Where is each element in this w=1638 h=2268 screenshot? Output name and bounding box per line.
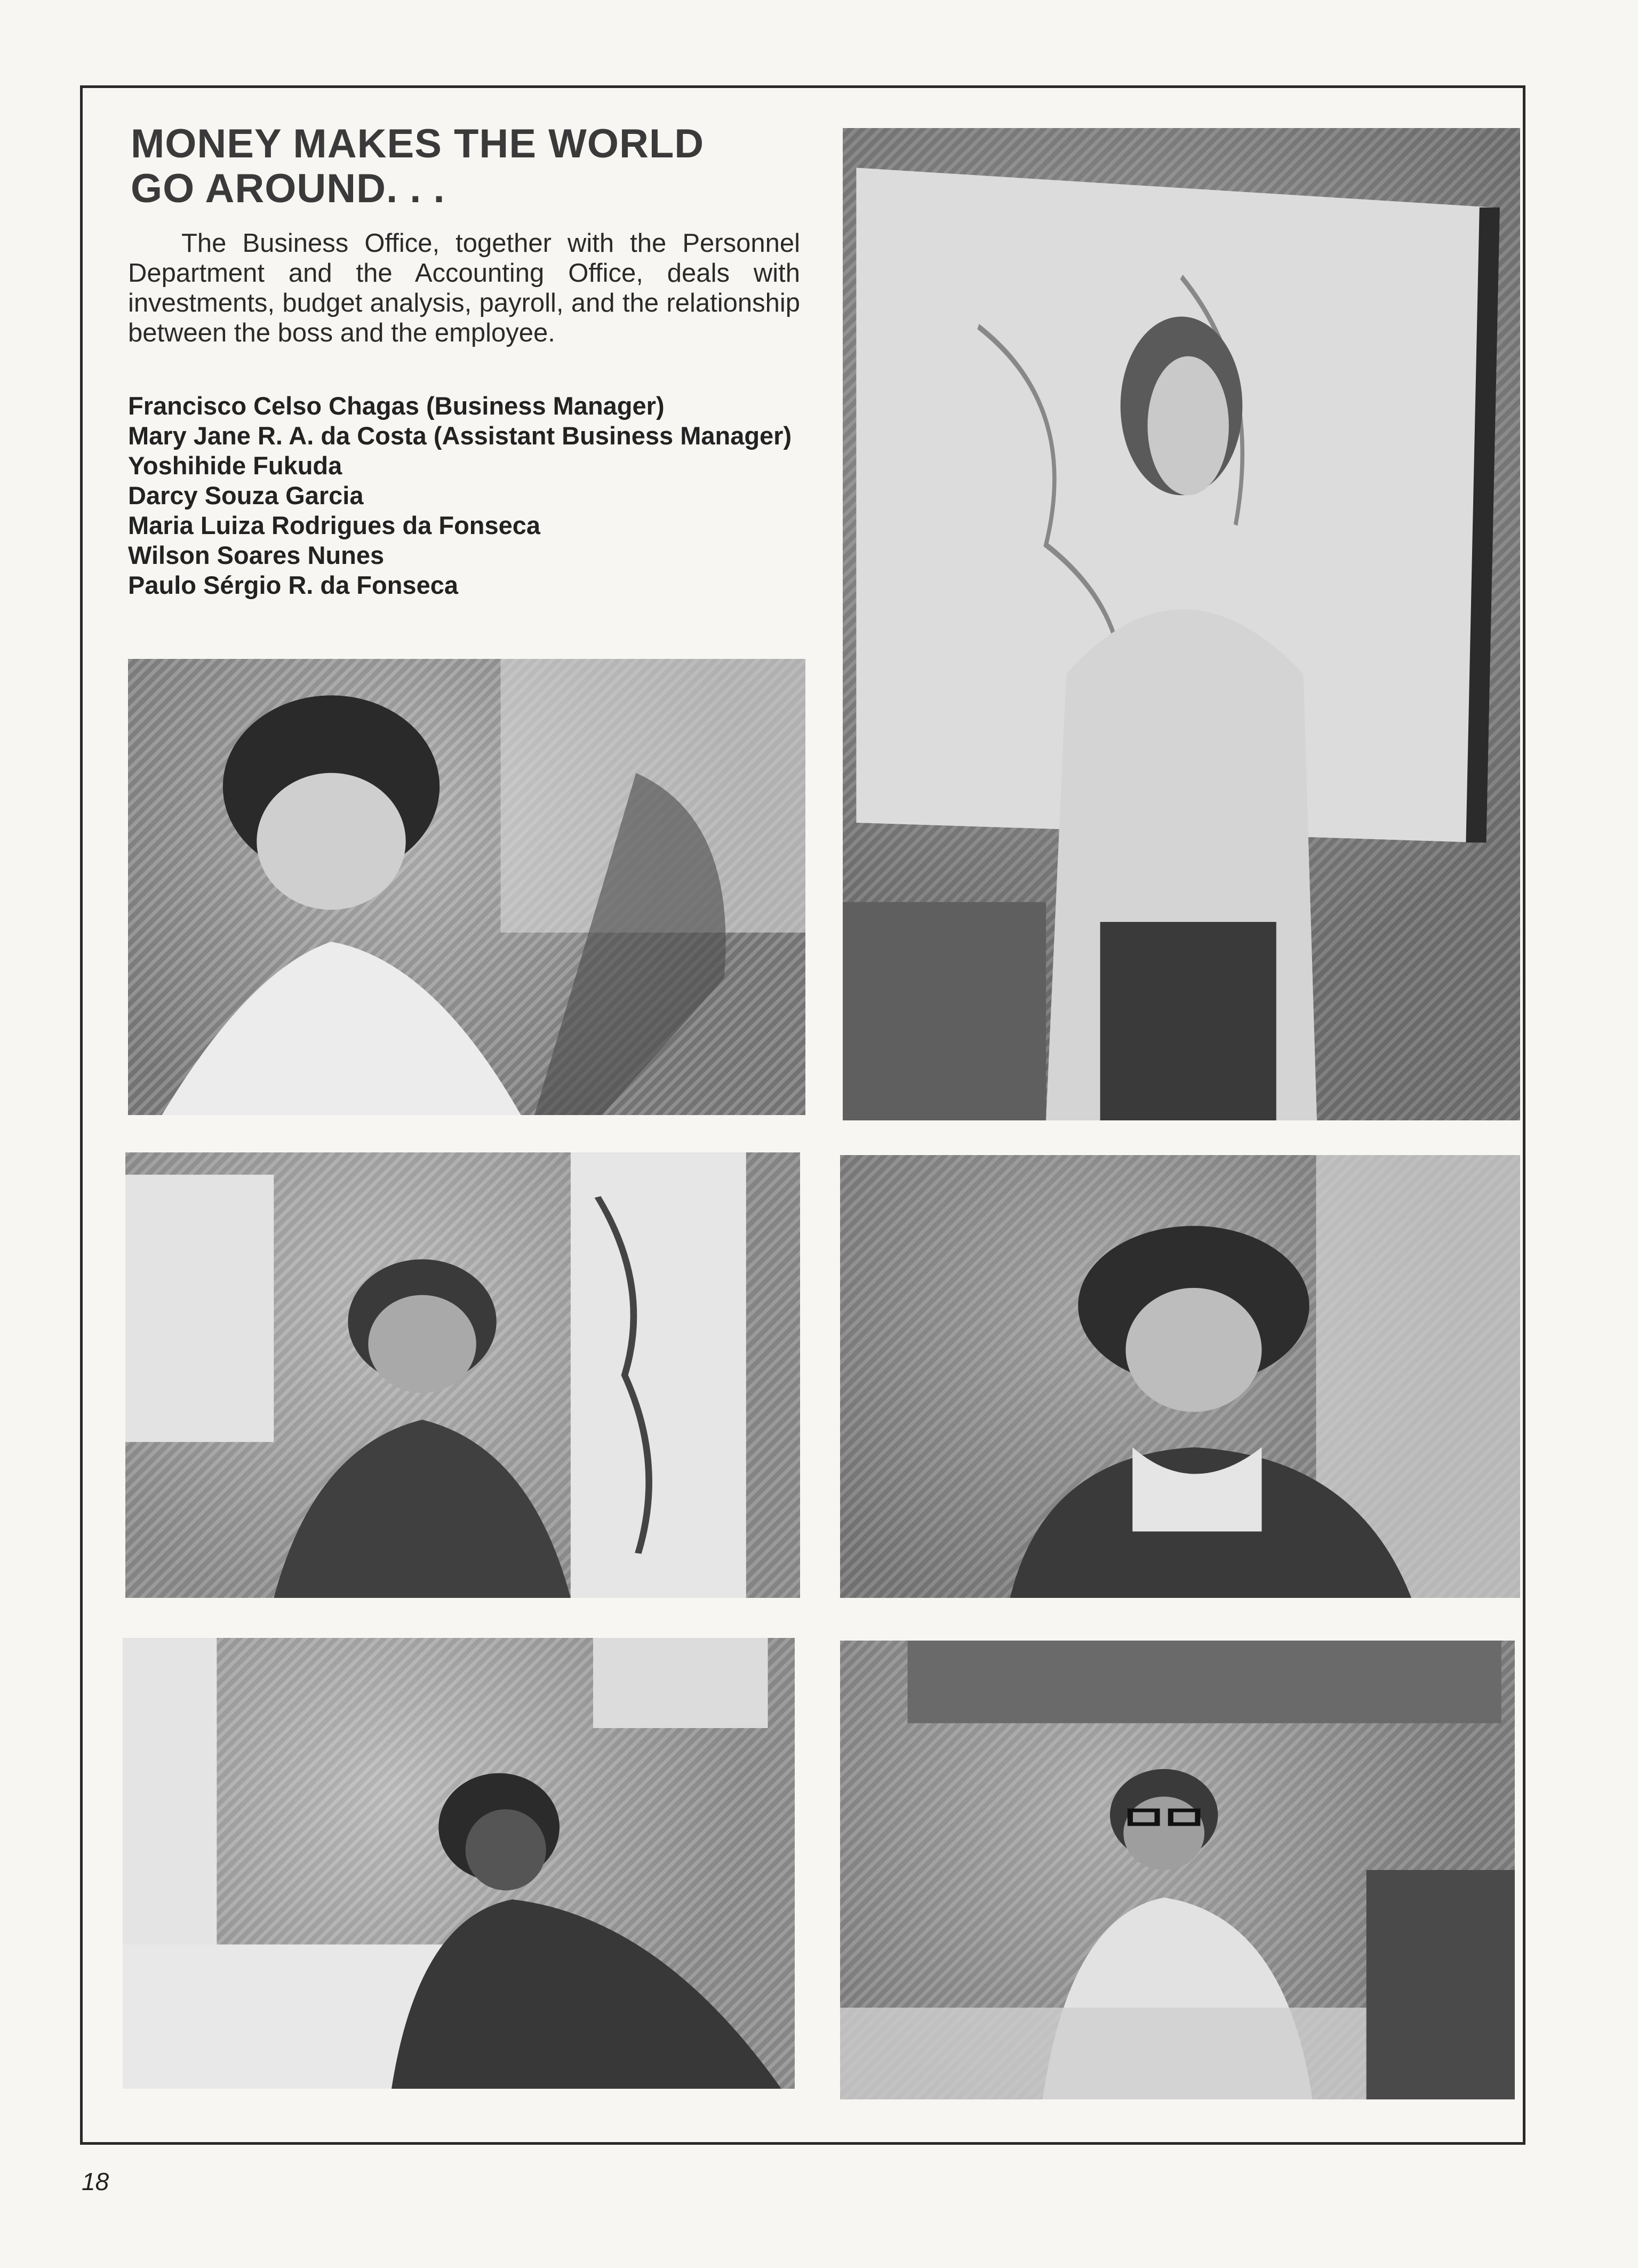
photo-woman-smiling	[128, 659, 805, 1115]
title-line-2: GO AROUND. . .	[131, 166, 445, 211]
photo-woman-curly-hair-image	[840, 1155, 1520, 1598]
page-number: 18	[82, 2168, 109, 2195]
photo-woman-curly-hair	[840, 1155, 1520, 1598]
article-body: The Business Office, together with the Personnel Department and the Accounting Office, deals with investments, budget analysis, payroll, and the relationship between the boss and the employee.	[128, 229, 800, 347]
photo-man-in-jacket-image	[125, 1152, 800, 1598]
title-line-1: MONEY MAKES THE WORLD	[131, 121, 705, 166]
photo-woman-at-map-image	[843, 128, 1520, 1120]
staff-name: Maria Luiza Rodrigues da Fonseca	[128, 511, 541, 539]
staff-name: Francisco Celso Chagas (Business Manager)	[128, 392, 665, 420]
photo-woman-at-map	[843, 128, 1520, 1120]
article-title	[131, 122, 824, 211]
staff-name: Paulo Sérgio R. da Fonseca	[128, 571, 458, 599]
photo-man-with-glasses-image	[840, 1641, 1515, 2099]
staff-name: Yoshihide Fukuda	[128, 451, 342, 480]
photo-woman-smiling-image	[128, 659, 805, 1115]
staff-name: Darcy Souza Garcia	[128, 481, 364, 510]
staff-list	[128, 391, 821, 600]
photo-man-at-desk	[123, 1638, 795, 2089]
photo-man-with-glasses	[840, 1641, 1515, 2099]
photo-man-at-desk-image	[123, 1638, 795, 2089]
staff-name: Mary Jane R. A. da Costa (Assistant Business Manager)	[128, 421, 792, 450]
photo-man-in-jacket	[125, 1152, 800, 1598]
staff-name: Wilson Soares Nunes	[128, 541, 385, 569]
